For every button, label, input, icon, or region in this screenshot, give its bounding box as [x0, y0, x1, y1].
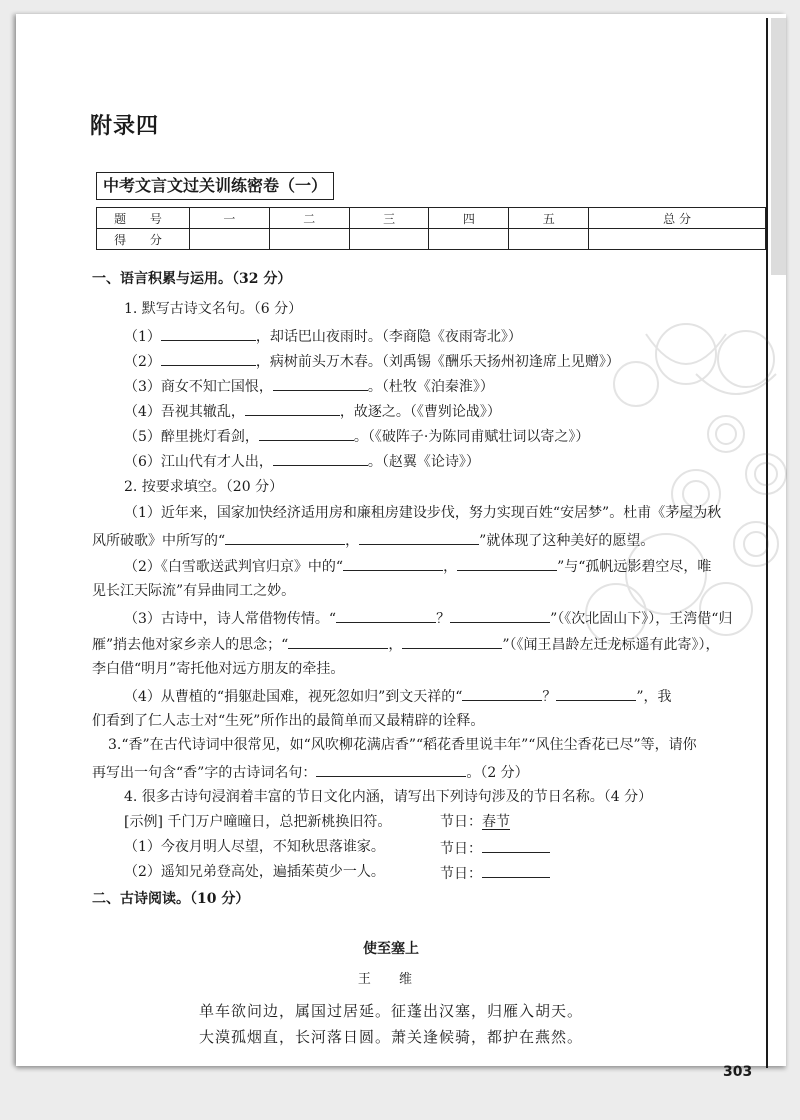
thumb-index-tab — [771, 18, 786, 275]
score-table-header-row — [97, 208, 766, 229]
q1-item-1 — [124, 326, 522, 346]
item-text-after: 。（赵翼《论诗》） — [367, 454, 480, 470]
item-text-after: ，病树前头万木春。（刘禹锡《酬乐天扬州初逢席上见赠》） — [255, 354, 620, 370]
answer-blank[interactable] — [161, 351, 256, 366]
q2-p2-line2: 见长江天际流”有异曲同工之妙。 — [92, 583, 296, 599]
q4-item-2-answer — [440, 863, 550, 883]
text: ”就体现了这种美好的愿望。 — [479, 533, 655, 549]
score-row-label: 得 分 — [97, 229, 190, 250]
q2-p3-line2 — [92, 634, 719, 654]
q2-p3-line3: 李白借“明月”寄托他对远方朋友的牵挂。 — [92, 661, 345, 677]
q2-p4-line2: 们看到了仁人志士对“生死”所作出的最简单而又最精辟的诠释。 — [92, 713, 485, 729]
q1-item-3 — [124, 376, 494, 396]
q3-line2 — [92, 762, 529, 782]
answer-blank[interactable] — [259, 426, 354, 441]
page-number: 303 — [723, 1064, 753, 1080]
q4-stem: 4. 很多古诗句浸润着丰富的节日文化内涵，请写出下列诗句涉及的节日名称。（4 分） — [124, 789, 653, 805]
q1-item-5 — [124, 426, 589, 446]
score-cell[interactable] — [269, 229, 349, 250]
score-cell[interactable] — [190, 229, 270, 250]
q3-line1: 3.“香”在古代诗词中很常见，如“风吹柳花满店香”“稻花香里说丰年”“风住尘香花已尽”等，请你 — [108, 737, 697, 753]
score-cell[interactable] — [509, 229, 589, 250]
item-number: （3） — [124, 379, 161, 395]
q4-example-text: [示例] 千门万户曈曈日，总把新桃换旧符。 — [124, 814, 392, 830]
item-number: （2） — [124, 354, 161, 370]
header-cell: 题 号 — [97, 208, 190, 229]
item-number: （5） — [124, 429, 161, 445]
text: （3）古诗中，诗人常借物传情。“ — [124, 611, 337, 627]
answer-blank[interactable] — [288, 634, 388, 649]
score-table-score-row — [97, 229, 766, 250]
header-cell: 一 — [190, 208, 270, 229]
text: ？ — [436, 611, 451, 627]
item-number: （4） — [124, 404, 161, 420]
text: 风所破歌》中所写的“ — [92, 533, 226, 549]
q4-item-1-text: （1）今夜月明人尽望，不知秋思落谁家。 — [124, 839, 385, 855]
answer-blank[interactable] — [450, 608, 550, 623]
answer-blank[interactable] — [457, 556, 557, 571]
item-text-after: 。（杜牧《泊秦淮》） — [367, 379, 494, 395]
text: ， — [388, 637, 403, 653]
item-text-after: ，故逐之。（《曹刿论战》） — [339, 404, 501, 420]
answer-blank[interactable] — [336, 608, 436, 623]
text: 。（2 分） — [466, 765, 529, 781]
q2-p2-line1 — [124, 556, 711, 576]
poem-line: 大漠孤烟直，长河落日圆。萧关逢候骑，都护在燕然。 — [198, 1028, 583, 1046]
answer-blank[interactable] — [161, 326, 256, 341]
answer-blank[interactable] — [273, 451, 368, 466]
item-text-after: ，却话巴山夜雨时。（李商隐《夜雨寄北》） — [255, 329, 522, 345]
header-cell: 五 — [509, 208, 589, 229]
text: （4）从曹植的“捐躯赴国难，视死忽如归”到文天祥的“ — [124, 689, 463, 705]
score-cell[interactable] — [589, 229, 766, 250]
text: ？ — [542, 689, 557, 705]
item-text-before: 吾视其辙乱， — [160, 404, 245, 420]
answer-blank[interactable] — [343, 556, 443, 571]
item-text-after: 。（《破阵子·为陈同甫赋壮词以寄之》） — [353, 429, 590, 445]
header-cell: 三 — [349, 208, 429, 229]
answer-blank[interactable] — [316, 762, 466, 777]
example-answer: 春节 — [482, 814, 510, 830]
score-cell[interactable] — [429, 229, 509, 250]
text: ， — [345, 533, 360, 549]
q4-item-1-answer — [440, 838, 550, 858]
text: （2）《白雪歌送武判官归京》中的“ — [124, 559, 344, 575]
q4-example-answer — [440, 813, 510, 831]
q2-stem: 2. 按要求填空。（20 分） — [124, 479, 284, 495]
q2-p1-line1: （1）近年来，国家加快经济适用房和廉租房建设步伐，努力实现百姓“安居梦”。杜甫《茅屋为秋 — [124, 505, 722, 521]
poem-author: 王 维 — [357, 972, 425, 987]
q2-p4-line1 — [124, 686, 672, 706]
item-text-before: 醉里挑灯看剑， — [160, 429, 259, 445]
q1-item-2 — [124, 351, 620, 371]
text: ， — [443, 559, 458, 575]
header-cell: 二 — [269, 208, 349, 229]
answer-blank[interactable] — [482, 838, 550, 853]
item-number: （6） — [124, 454, 161, 470]
answer-blank[interactable] — [482, 863, 550, 878]
score-cell[interactable] — [349, 229, 429, 250]
answer-blank[interactable] — [462, 686, 542, 701]
q1-item-4 — [124, 401, 501, 421]
section-1-heading: 一、语言积累与运用。（32 分） — [92, 271, 292, 287]
answer-blank[interactable] — [225, 530, 345, 545]
paper-title: 中考文言文过关训练密卷（一） — [96, 172, 334, 200]
document-page — [16, 14, 786, 1080]
appendix-title: 附录四 — [90, 114, 160, 139]
q1-item-6 — [124, 451, 480, 471]
festival-label: 节日： — [440, 866, 482, 882]
q1-stem: 1. 默写古诗文名句。（6 分） — [124, 301, 303, 317]
text: 再写出一句含“香”字的古诗词名句： — [92, 765, 317, 781]
answer-blank[interactable] — [245, 401, 340, 416]
poem-line: 单车欲问边，属国过居延。征蓬出汉塞，归雁入胡天。 — [198, 1002, 583, 1020]
text: ”（《闻王昌龄左迁龙标遥有此寄》）， — [502, 637, 720, 653]
text: 雁”捎去他对家乡亲人的思念；“ — [92, 637, 289, 653]
q2-p1-line2 — [92, 530, 654, 550]
section-2-heading: 二、古诗阅读。（10 分） — [92, 891, 250, 907]
text: ”与“孤帆远影碧空尽，唯 — [557, 559, 712, 575]
item-text-before: 商女不知亡国恨， — [160, 379, 273, 395]
answer-blank[interactable] — [402, 634, 502, 649]
festival-label: 节日： — [440, 841, 482, 857]
festival-label: 节日： — [440, 814, 482, 830]
answer-blank[interactable] — [556, 686, 636, 701]
answer-blank[interactable] — [273, 376, 368, 391]
item-number: （1） — [124, 329, 161, 345]
score-table — [96, 207, 766, 250]
answer-blank[interactable] — [359, 530, 479, 545]
poem-title: 使至塞上 — [363, 941, 419, 957]
q2-p3-line1 — [124, 608, 732, 628]
q4-item-2-text: （2）遥知兄弟登高处，遍插茱萸少一人。 — [124, 864, 385, 880]
text: ”，我 — [636, 689, 672, 705]
text: ”（《次北固山下》），王湾借“归 — [550, 611, 733, 627]
item-text-before: 江山代有才人出， — [160, 454, 273, 470]
header-cell: 四 — [429, 208, 509, 229]
header-cell: 总 分 — [589, 208, 766, 229]
